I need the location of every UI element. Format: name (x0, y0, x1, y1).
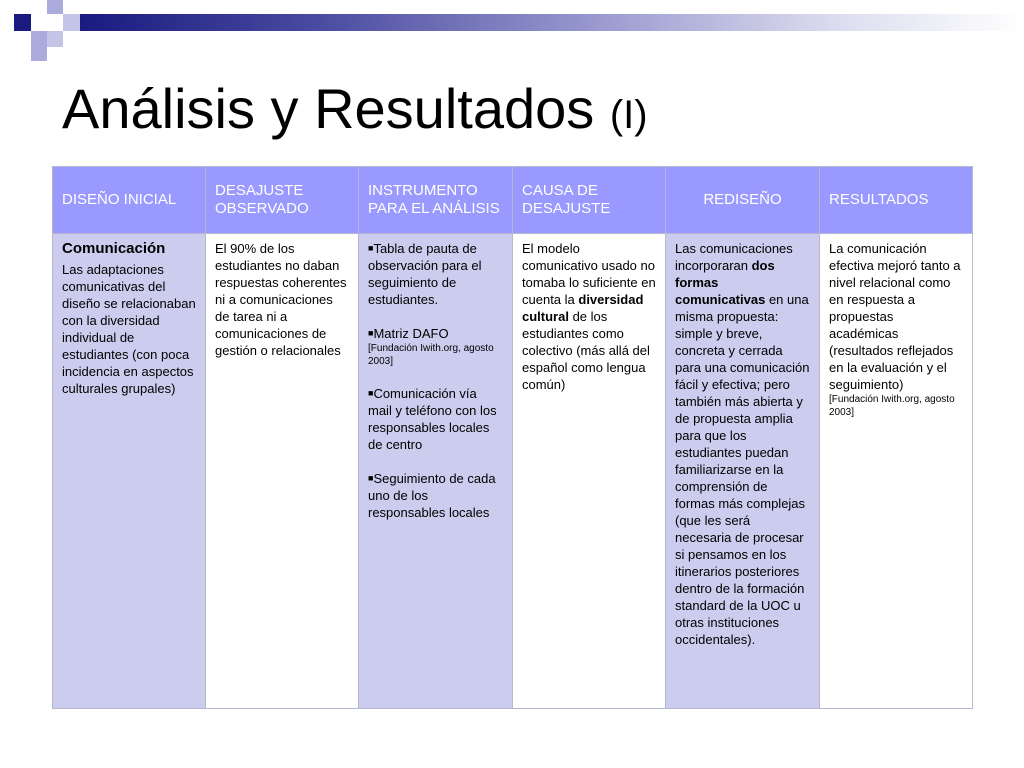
cell-heading: Comunicación (62, 240, 166, 257)
table-header-row (53, 167, 973, 234)
header-resultados: RESULTADOS (820, 167, 973, 234)
decor-square-lavender (63, 14, 80, 31)
bold-text: dos formas comunicativas (675, 258, 775, 307)
list-item (368, 470, 503, 521)
square-bullet-icon: ■ (368, 473, 374, 483)
reference-text: [Fundación Iwith.org, agosto 2003] (368, 343, 494, 367)
decor-square-lavender (47, 31, 63, 47)
list-item-text: Matriz DAFO (373, 326, 449, 341)
header-rediseno: REDISEÑO (666, 167, 820, 234)
list-item-text: Seguimiento de cada uno de los responsables locales (368, 471, 496, 520)
list-item (368, 240, 503, 308)
analysis-table (52, 166, 973, 709)
list-item (368, 385, 503, 453)
square-bullet-icon: ■ (368, 243, 374, 253)
cell-text: El 90% de los estudiantes no daban respuestas coherentes ni a comunicaciones de tarea ni a comunicaciones de gestión o relacionales (215, 241, 347, 358)
decor-gradient-bar (80, 14, 1024, 31)
decor-square-lavender (47, 0, 63, 14)
cell-text: Las adaptaciones comunicativas del diseño se relacionaban con la diversidad individual de estudiantes (con poca incidencia en aspectos culturales grupales) (62, 262, 196, 396)
cell-text (522, 240, 656, 393)
cell-resultados (820, 234, 973, 709)
text-segment: El modelo comunicativo usado no tomaba lo suficiente en cuenta la (522, 241, 656, 307)
cell-text: La comunicación efectiva mejoró tanto a nivel relacional como en respuesta a propuestas académicas (resultados reflejados en la evaluación y el seguimiento) (829, 241, 961, 392)
cell-instrumento (359, 234, 513, 709)
square-bullet-icon: ■ (368, 388, 374, 398)
list-item-text: Tabla de pauta de observación para el seguimiento de estudiantes. (368, 241, 482, 307)
list-item-text: Comunicación vía mail y teléfono con los responsables locales de centro (368, 386, 497, 452)
table-row (53, 234, 973, 709)
decor-square-navy (14, 14, 31, 31)
title-suffix: (I) (609, 93, 648, 137)
cell-desajuste-observado (206, 234, 359, 709)
square-bullet-icon: ■ (368, 328, 374, 338)
decor-square-lavender (31, 31, 47, 47)
header-desajuste-observado: DESAJUSTE OBSERVADO (206, 167, 359, 234)
title-main: Análisis y Resultados (62, 77, 595, 140)
bold-text: diversidad cultural (522, 292, 644, 324)
text-segment: en una misma propuesta: simple y breve, concreta y cerrada para una comunicación fácil y efectiva; pero también más abierta y de propuesta amplia para que los estudiantes puedan familiarizarse en la comprensión de formas más complejas (que les será necesaria de procesar si pensamos en los itinerarios posteriores dentro de la formación standard de la UOC u otras instituciones occidentales). (675, 292, 810, 647)
decor-square-lavender (31, 47, 47, 61)
text-segment: de los estudiantes como colectivo (más allá del español como lengua común) (522, 309, 650, 392)
header-diseno-inicial: DISEÑO INICIAL (53, 167, 206, 234)
cell-diseno-inicial (53, 234, 206, 709)
cell-text (675, 240, 810, 648)
header-instrumento: INSTRUMENTO PARA EL ANÁLISIS (359, 167, 513, 234)
slide-title (62, 76, 648, 141)
text-segment: Las comunicaciones incorporaran (675, 241, 793, 273)
cell-causa-desajuste (513, 234, 666, 709)
header-causa-desajuste: CAUSA DE DESAJUSTE (513, 167, 666, 234)
cell-rediseno (666, 234, 820, 709)
list-item (368, 325, 503, 342)
reference-text: [Fundación Iwith.org, agosto 2003] (829, 394, 955, 418)
